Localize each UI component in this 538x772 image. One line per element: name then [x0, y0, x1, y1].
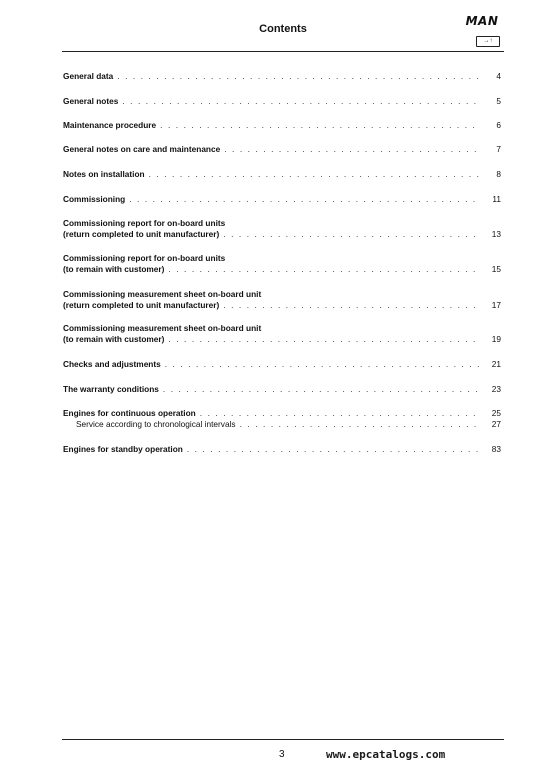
toc-page-number: 27 — [491, 419, 501, 429]
man-logo — [460, 14, 504, 48]
dot-leader — [165, 359, 479, 370]
toc-entry-measurement-manufacturer[interactable] — [63, 289, 501, 311]
toc-entry-title: Commissioning measurement sheet on-board unit — [63, 289, 262, 299]
toc-entry-subtitle: (to remain with customer) — [63, 334, 165, 344]
toc-entry-continuous-operation[interactable] — [63, 408, 501, 430]
toc-entry-care-maintenance[interactable] — [63, 144, 501, 155]
toc-entry-warranty[interactable] — [63, 384, 501, 395]
footer-page-number: 3 — [279, 749, 285, 760]
dot-leader — [187, 444, 479, 455]
toc-entry-title: Commissioning — [63, 194, 126, 204]
dot-leader — [160, 120, 479, 131]
toc-entry-title: Engines for standby operation — [63, 444, 183, 454]
toc-page-number: 19 — [491, 334, 501, 344]
footer-watermark-url: www.epcatalogs.com — [326, 748, 446, 761]
dot-leader — [149, 169, 479, 180]
toc-page-number: 4 — [496, 71, 501, 81]
toc-page-number: 11 — [492, 194, 501, 204]
toc-page-number: 25 — [491, 408, 501, 418]
toc-subentry-chronological-intervals[interactable] — [63, 419, 501, 430]
dot-leader — [122, 96, 479, 107]
toc-page-number: 13 — [491, 229, 501, 239]
toc-entry-title: General data — [63, 71, 114, 81]
dot-leader — [223, 229, 479, 240]
toc-entry-measurement-customer[interactable] — [63, 323, 501, 345]
toc-entry-notes-installation[interactable] — [63, 169, 501, 180]
toc-entry-title: Commissioning report for on-board units — [63, 253, 226, 263]
toc-subentry-title: Service according to chronological intervals — [76, 419, 236, 429]
logo-wordmark: MAN — [465, 14, 499, 28]
toc-entry-title: Notes on installation — [63, 169, 145, 179]
dot-leader — [224, 144, 479, 155]
page-title: Contents — [259, 23, 307, 35]
toc-entry-standby-operation[interactable] — [63, 444, 501, 455]
toc-entry-title: Maintenance procedure — [63, 120, 157, 130]
dot-leader — [129, 194, 479, 205]
toc-entry-title: General notes on care and maintenance — [63, 144, 221, 154]
dot-leader — [200, 408, 479, 419]
toc-page-number: 23 — [491, 384, 501, 394]
dot-leader — [240, 419, 479, 430]
toc-page-number: 21 — [491, 359, 501, 369]
footer-divider — [62, 739, 504, 740]
toc-page-number: 7 — [496, 144, 501, 154]
dot-leader — [117, 71, 479, 82]
toc-entry-subtitle: (return completed to unit manufacturer) — [63, 300, 220, 310]
toc-entry-title: The warranty conditions — [63, 384, 159, 394]
toc-entry-title: General notes — [63, 96, 119, 106]
toc-entry-general-notes[interactable] — [63, 96, 501, 107]
toc-entry-title: Engines for continuous operation — [63, 408, 196, 418]
toc-page-number: 17 — [491, 300, 501, 310]
dot-leader — [168, 264, 479, 275]
header-divider — [62, 51, 504, 52]
toc-entry-subtitle: (to remain with customer) — [63, 264, 165, 274]
toc-entry-subtitle: (return completed to unit manufacturer) — [63, 229, 220, 239]
dot-leader — [163, 384, 479, 395]
toc-page-number: 5 — [496, 96, 501, 106]
toc-page-number: 15 — [491, 264, 501, 274]
toc-entry-report-manufacturer[interactable] — [63, 218, 501, 240]
arrow-icon: →↑ — [476, 36, 500, 47]
toc-page-number: 83 — [491, 444, 501, 454]
toc-page-number: 8 — [496, 169, 501, 179]
toc-entry-title: Commissioning report for on-board units — [63, 218, 226, 228]
toc-entry-checks-adjustments[interactable] — [63, 359, 501, 370]
toc-entry-title: Commissioning measurement sheet on-board unit — [63, 323, 262, 333]
toc-page-number: 6 — [496, 120, 501, 130]
toc-entry-report-customer[interactable] — [63, 253, 501, 275]
toc-entry-general-data[interactable] — [63, 71, 501, 82]
dot-leader — [223, 300, 479, 311]
dot-leader — [168, 334, 479, 345]
toc-entry-commissioning[interactable] — [63, 194, 501, 205]
toc-entry-title: Checks and adjustments — [63, 359, 161, 369]
toc-entry-maintenance-procedure[interactable] — [63, 120, 501, 131]
